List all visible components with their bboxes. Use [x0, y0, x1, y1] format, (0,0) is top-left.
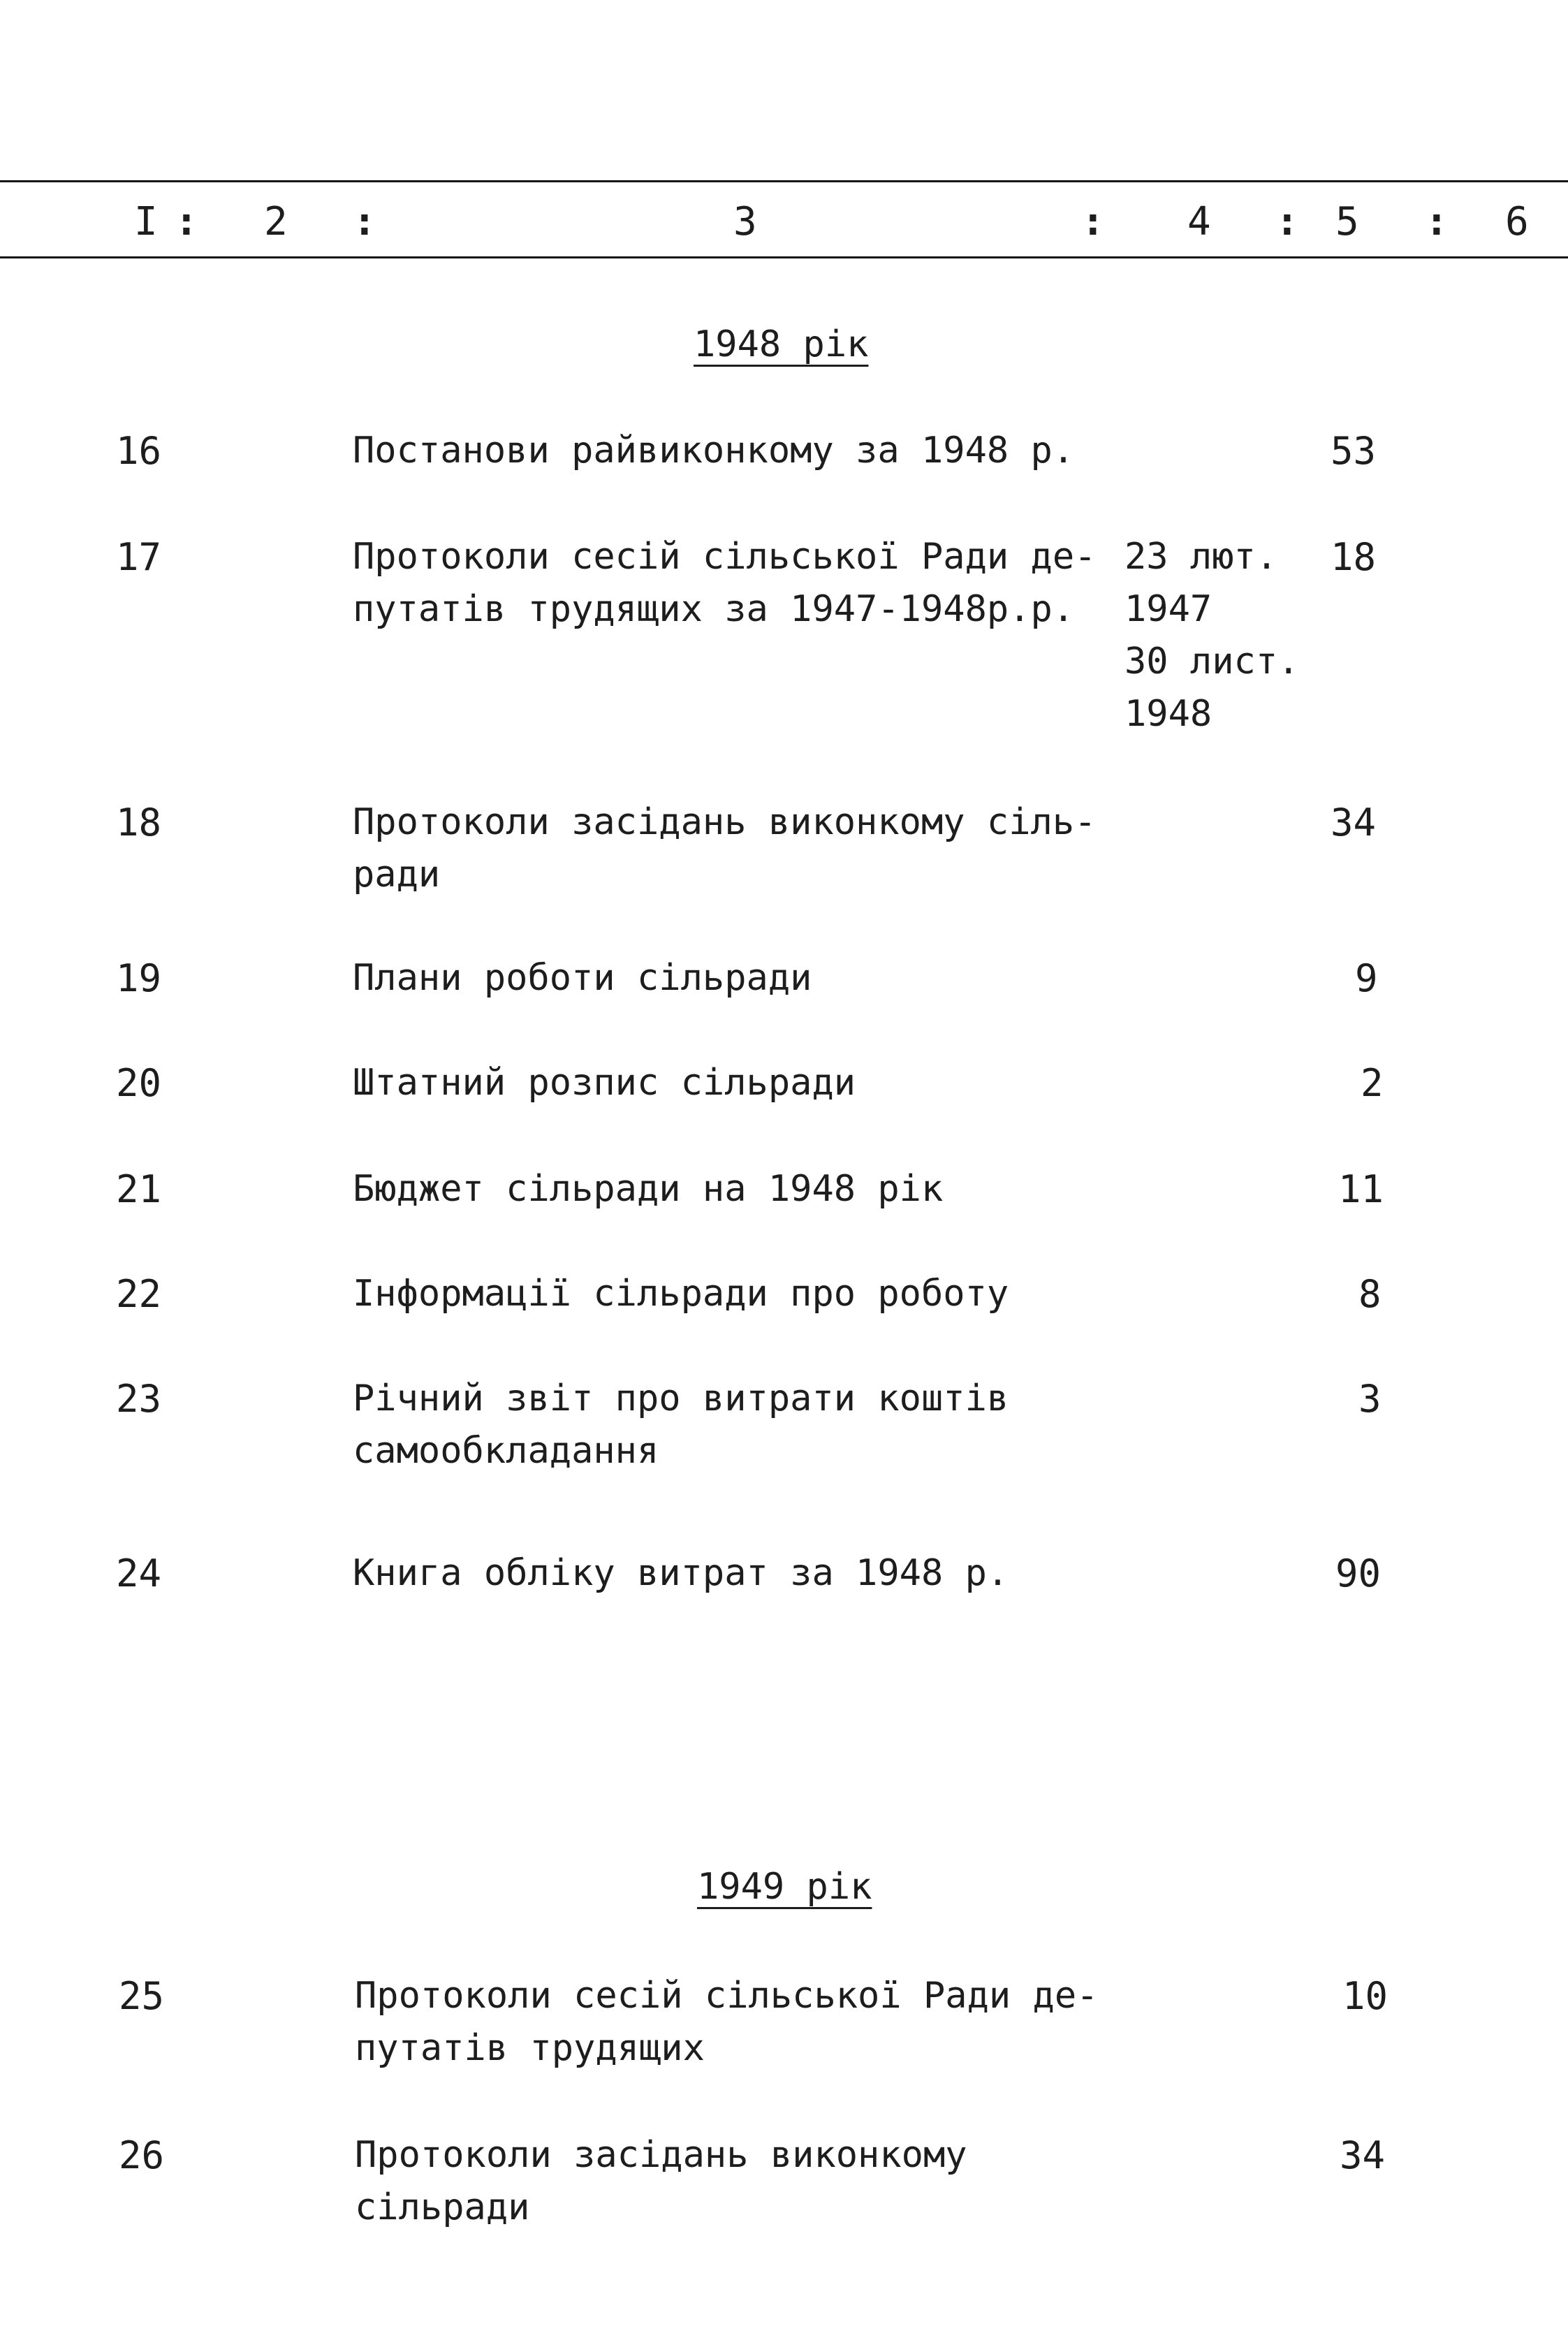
file-title: Книга обліку витрат за 1948 р.	[353, 1552, 1009, 1594]
header-separator: :	[1275, 199, 1299, 244]
file-number: 19	[116, 956, 162, 1000]
section-year-heading: 1948 рік	[694, 323, 869, 365]
header-separator: :	[175, 199, 198, 244]
header-top-rule	[0, 180, 1568, 182]
file-number: 22	[116, 1272, 162, 1316]
sheet-count: 90	[1335, 1551, 1382, 1595]
sheet-count: 2	[1361, 1061, 1384, 1105]
sheet-count: 53	[1331, 429, 1377, 473]
sheet-count: 34	[1340, 2133, 1386, 2177]
file-title: Інформації сільради про роботу	[353, 1273, 1009, 1315]
file-number: 21	[116, 1167, 162, 1211]
header-col-5: 5	[1335, 199, 1359, 244]
file-number: 17	[116, 535, 162, 579]
sheet-count: 18	[1331, 535, 1377, 579]
file-number: 18	[116, 801, 162, 845]
sheet-count: 9	[1355, 956, 1378, 1000]
sheet-count: 34	[1331, 801, 1377, 845]
file-title: Протоколи засідань виконкому сіль- ради	[353, 801, 1097, 896]
file-title: Бюджет сільради на 1948 рік	[353, 1168, 944, 1210]
file-number: 23	[116, 1377, 162, 1421]
header-separator: :	[1081, 199, 1105, 244]
file-number: 24	[116, 1551, 162, 1595]
file-number: 16	[116, 429, 162, 473]
header-separator: :	[1425, 199, 1449, 244]
file-title: Річний звіт про витрати коштів самообкладання	[353, 1378, 1009, 1472]
sheet-count: 3	[1358, 1377, 1382, 1421]
file-title: Протоколи сесій сільської Ради де- путатів трудящих	[355, 1975, 1099, 2069]
sheet-count: 10	[1342, 1974, 1389, 2018]
file-number: 26	[119, 2133, 165, 2177]
header-col-3: 3	[733, 199, 757, 244]
sheet-count: 8	[1358, 1272, 1382, 1316]
section-year-heading: 1949 рік	[697, 1866, 872, 1908]
file-number: 20	[116, 1061, 162, 1105]
header-separator: :	[353, 199, 376, 244]
file-title: Протоколи сесій сільської Ради де- путатів трудящих за 1947-1948р.р.	[353, 536, 1097, 630]
header-col-2: 2	[264, 199, 288, 244]
header-col-6: 6	[1505, 199, 1529, 244]
file-title: Постанови райвиконкому за 1948 р.	[353, 430, 1075, 472]
file-title: Протоколи засідань виконкому сільради	[355, 2134, 967, 2228]
file-number: 25	[119, 1974, 165, 2018]
sheet-count: 11	[1338, 1167, 1384, 1211]
file-dates: 23 лют. 1947 30 лист. 1948	[1124, 536, 1300, 735]
header-bottom-rule	[0, 256, 1568, 258]
file-title: Плани роботи сільради	[353, 957, 812, 999]
header-col-4: 4	[1187, 199, 1211, 244]
header-col-1: I	[134, 199, 158, 244]
file-title: Штатний розпис сільради	[353, 1062, 856, 1104]
